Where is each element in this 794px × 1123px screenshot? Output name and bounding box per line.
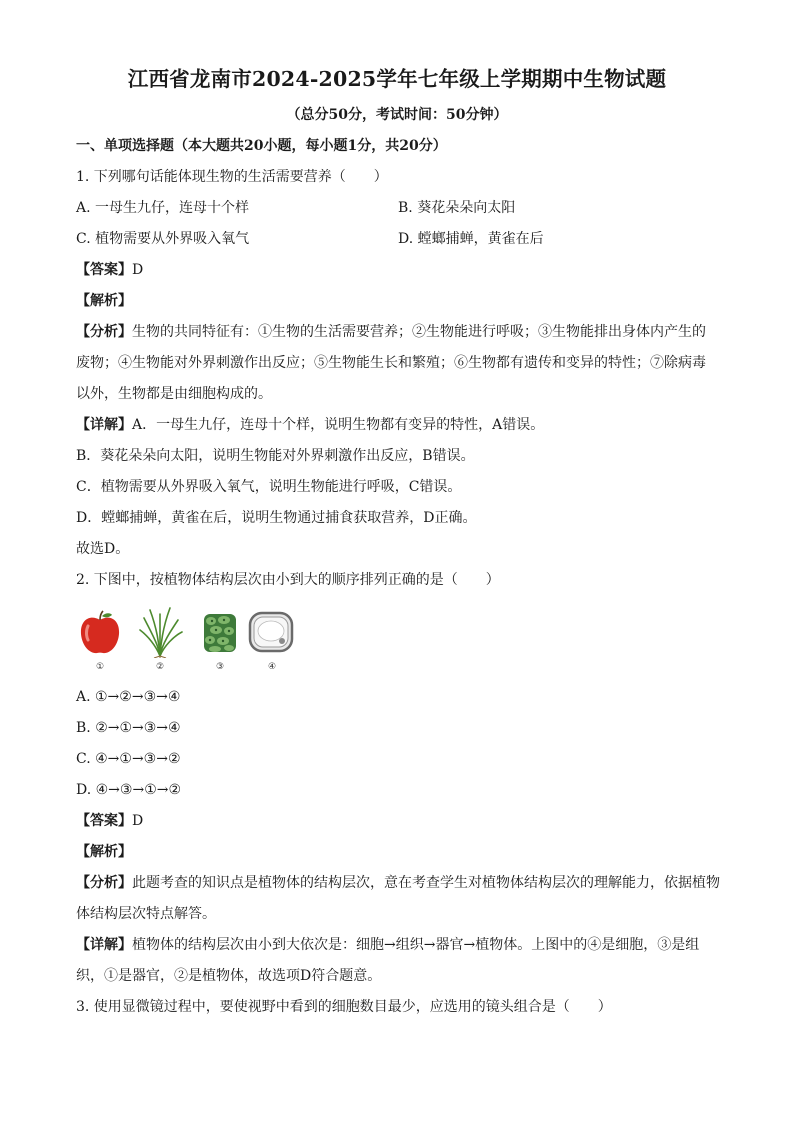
figure-label-2: ② bbox=[155, 662, 165, 672]
q1-detail-line-d: D．螳螂捕蝉，黄雀在后，说明生物通过捕食获取营养，D正确。 bbox=[76, 510, 477, 526]
fenxi-text: 生物的共同特征有：①生物的生活需要营养；②生物能进行呼吸；③生物能排出身体内产生的 bbox=[132, 324, 706, 340]
q2-stem: 2. 下图中，按植物体结构层次由小到大的顺序排列正确的是（ ） bbox=[76, 572, 500, 588]
apple-icon bbox=[78, 610, 122, 656]
q2-fenxi-line-2: 体结构层次特点解答。 bbox=[76, 906, 216, 922]
detail-text: 植物体的结构层次由小到大依次是：细胞→组织→器官→植物体。上图中的④是细胞，③是组 bbox=[132, 937, 700, 953]
q2-answer bbox=[76, 811, 726, 831]
q1-option-b: B. 葵花朵朵向太阳 bbox=[398, 200, 516, 216]
q1-option-d: D. 螳螂捕蝉，黄雀在后 bbox=[398, 231, 544, 247]
figure-label-3: ③ bbox=[215, 662, 225, 672]
answer-tag: 【答案】 bbox=[76, 262, 132, 278]
q2-option-c: C. ④→①→③→② bbox=[76, 751, 181, 767]
plant-cell-icon bbox=[248, 610, 294, 654]
q1-fenxi-line-2: 废物；④生物能对外界刺激作出反应；⑤生物能生长和繁殖；⑥生物都有遗传和变异的特性；⑦除病毒 bbox=[76, 355, 706, 371]
page-subtitle: （总分50分，考试时间：50分钟） bbox=[286, 107, 508, 123]
page-title: 江西省龙南市2024-2025学年七年级上学期期中生物试题 bbox=[127, 67, 667, 91]
q2-detail-line-2: 织，①是器官，②是植物体，故选项D符合题意。 bbox=[76, 968, 382, 984]
q2-option-b: B. ②→①→③→④ bbox=[76, 720, 181, 736]
grass-plant-icon bbox=[136, 606, 184, 658]
fenxi-text: 此题考查的知识点是植物体的结构层次，意在考查学生对植物体结构层次的理解能力，依据植物 bbox=[132, 875, 720, 891]
section-heading: 一、单项选择题（本大题共20小题，每小题1分，共20分） bbox=[76, 138, 447, 154]
q2-detail-line-1 bbox=[76, 935, 726, 955]
q1-option-a: A. 一母生九仔，连母十个样 bbox=[76, 200, 250, 216]
tissue-icon bbox=[202, 612, 238, 654]
answer-value: D bbox=[132, 262, 144, 278]
q2-fenxi-line-1 bbox=[76, 873, 726, 893]
q2-analysis-tag: 【解析】 bbox=[76, 844, 132, 860]
detail-tag: 【详解】 bbox=[76, 417, 132, 433]
figure-label-1: ① bbox=[95, 662, 105, 672]
fenxi-tag: 【分析】 bbox=[76, 324, 132, 340]
q1-detail-line-a bbox=[76, 415, 726, 435]
detail-tag: 【详解】 bbox=[76, 937, 132, 953]
q1-detail-line-b: B．葵花朵朵向太阳，说明生物能对外界刺激作出反应，B错误。 bbox=[76, 448, 475, 464]
fenxi-tag: 【分析】 bbox=[76, 875, 132, 891]
q1-stem: 1. 下列哪句话能体现生物的生活需要营养（ ） bbox=[76, 169, 388, 185]
figure-label-4: ④ bbox=[267, 662, 277, 672]
q1-answer bbox=[76, 260, 726, 280]
q1-fenxi-line-3: 以外，生物都是由细胞构成的。 bbox=[76, 386, 272, 402]
q1-detail-line-c: C．植物需要从外界吸入氧气，说明生物能进行呼吸，C错误。 bbox=[76, 479, 462, 495]
q1-fenxi-line-1 bbox=[76, 322, 726, 342]
detail-text: A．一母生九仔，连母十个样，说明生物都有变异的特性，A错误。 bbox=[132, 417, 545, 433]
q1-option-c: C. 植物需要从外界吸入氧气 bbox=[76, 231, 250, 247]
q3-stem: 3. 使用显微镜过程中，要使视野中看到的细胞数目最少，应选用的镜头组合是（ ） bbox=[76, 999, 612, 1015]
q1-analysis-tag: 【解析】 bbox=[76, 293, 132, 309]
q2-figure bbox=[76, 606, 306, 676]
answer-tag: 【答案】 bbox=[76, 813, 132, 829]
q2-option-a: A. ①→②→③→④ bbox=[76, 689, 181, 705]
q2-option-d: D. ④→③→①→② bbox=[76, 782, 182, 798]
q1-conclusion: 故选D。 bbox=[76, 541, 130, 557]
answer-value: D bbox=[132, 813, 144, 829]
